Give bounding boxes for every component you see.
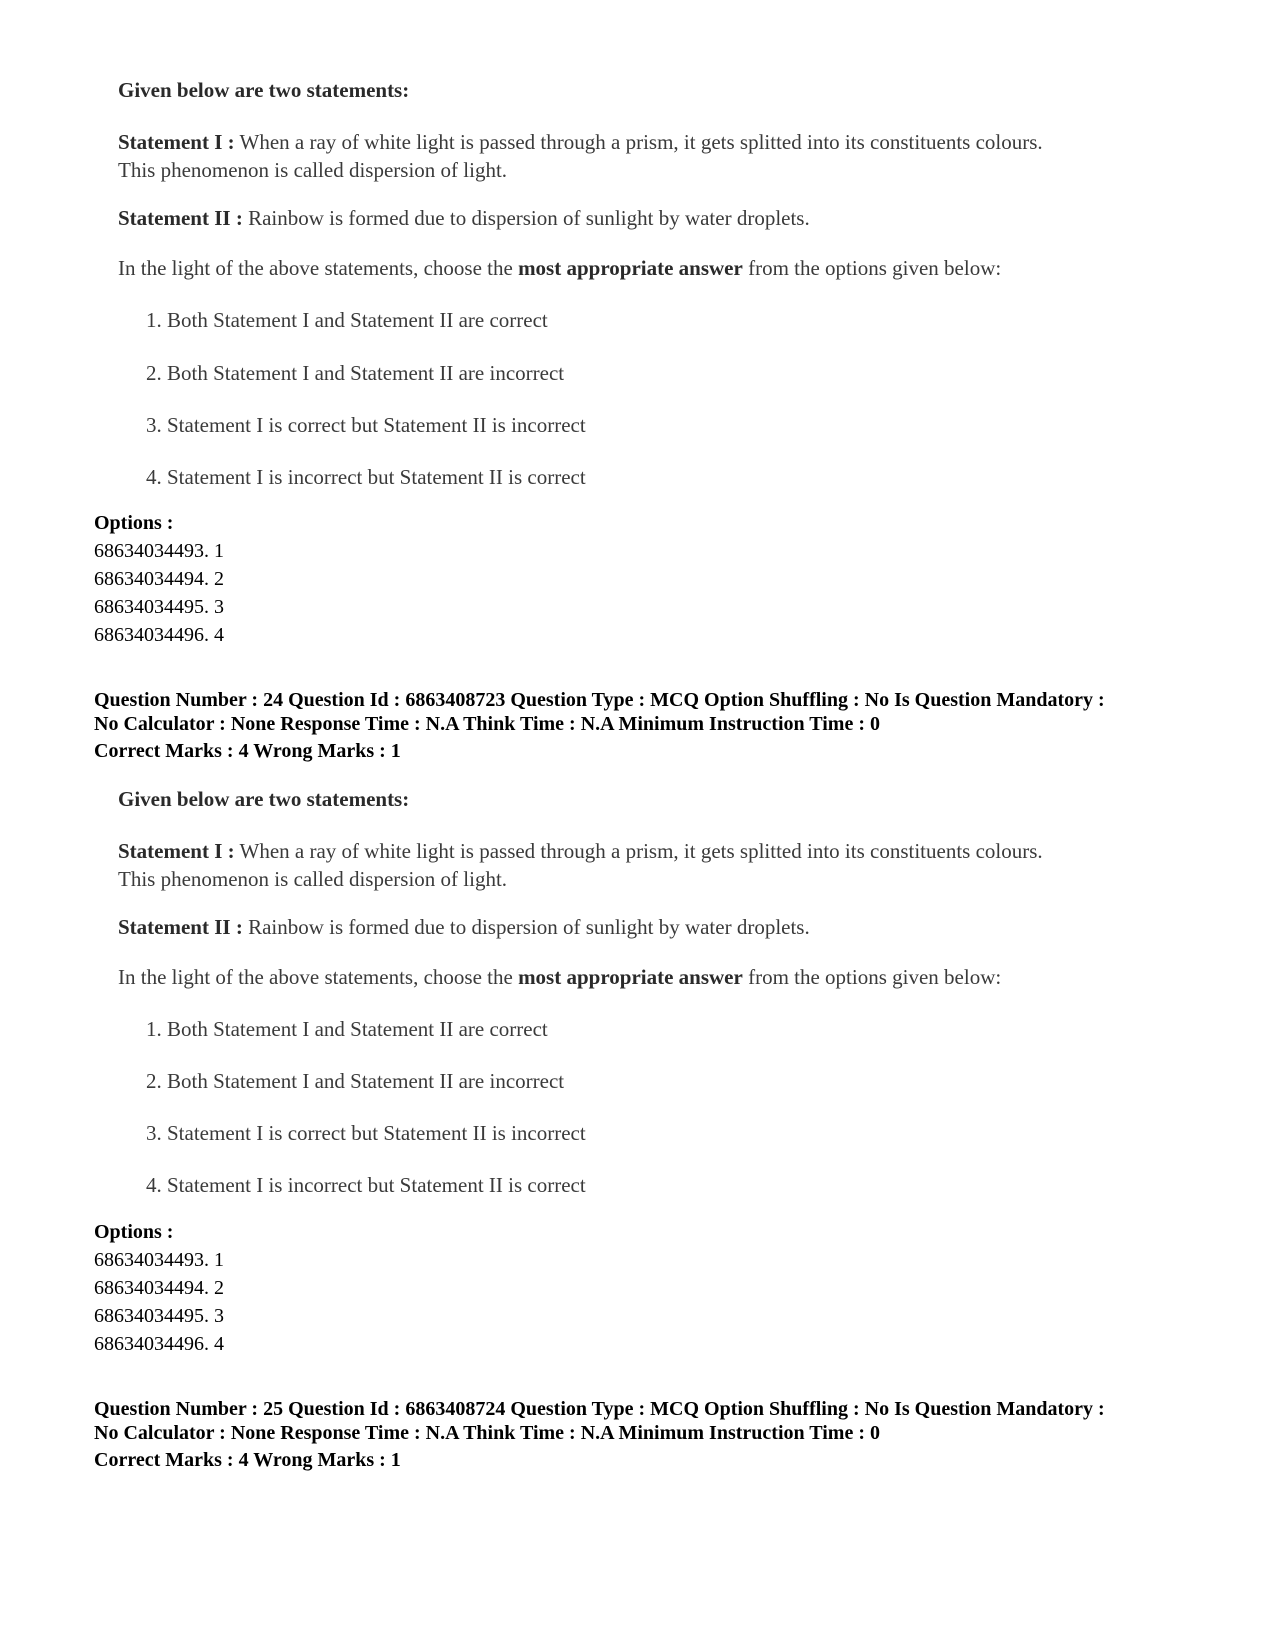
statement-one-label: Statement I :	[118, 130, 235, 154]
option-line: 68634034495. 3	[94, 596, 224, 618]
question-intro: Given below are two statements:	[118, 787, 410, 811]
choice-item: 1. Both Statement I and Statement II are correct	[146, 308, 548, 332]
question-meta	[94, 688, 1214, 736]
statement-one-text-b: This phenomenon is called dispersion of light.	[118, 867, 508, 891]
choice-item: 3. Statement I is correct but Statement II is incorrect	[146, 413, 586, 437]
statement-two	[118, 204, 810, 232]
prompt-start: In the light of the above statements, choose the	[118, 965, 513, 989]
options-label: Options :	[94, 512, 174, 534]
meta-line: No Calculator : None Response Time : N.A Think Time : N.A Minimum Instruction Time : 0	[94, 1422, 880, 1444]
statement-two-text: Rainbow is formed due to dispersion of sunlight by water droplets.	[248, 206, 810, 230]
statement-one	[118, 837, 1198, 893]
option-line: 68634034494. 2	[94, 1277, 224, 1299]
statement-one-text-b: This phenomenon is called dispersion of light.	[118, 158, 508, 182]
meta-line: Question Number : 25 Question Id : 6863408724 Question Type : MCQ Option Shuffling : No Is Question Mandatory :	[94, 1398, 1105, 1420]
statement-one-label: Statement I :	[118, 839, 235, 863]
option-line: 68634034493. 1	[94, 1249, 224, 1271]
prompt-start: In the light of the above statements, choose the	[118, 256, 513, 280]
choice-item: 4. Statement I is incorrect but Statement II is correct	[146, 465, 586, 489]
choice-item: 3. Statement I is correct but Statement II is incorrect	[146, 1121, 586, 1145]
statement-two-text: Rainbow is formed due to dispersion of sunlight by water droplets.	[248, 915, 810, 939]
option-line: 68634034494. 2	[94, 568, 224, 590]
prompt-end: from the options given below:	[748, 965, 1002, 989]
meta-line: Question Number : 24 Question Id : 6863408723 Question Type : MCQ Option Shuffling : No Is Question Mandatory :	[94, 689, 1105, 711]
question-intro: Given below are two statements:	[118, 78, 410, 102]
options-label: Options :	[94, 1221, 174, 1243]
question-meta	[94, 1397, 1214, 1445]
prompt-emphasis: most appropriate answer	[518, 965, 743, 989]
prompt-emphasis: most appropriate answer	[518, 256, 743, 280]
prompt-end: from the options given below:	[748, 256, 1002, 280]
question-prompt	[118, 254, 1001, 282]
statement-two-label: Statement II :	[118, 206, 243, 230]
marks-line: Correct Marks : 4 Wrong Marks : 1	[94, 740, 401, 762]
choice-item: 1. Both Statement I and Statement II are correct	[146, 1017, 548, 1041]
option-line: 68634034495. 3	[94, 1305, 224, 1327]
statement-one-text-a: When a ray of white light is passed through a prism, it gets splitted into its constituents colours.	[239, 839, 1043, 863]
statement-two-label: Statement II :	[118, 915, 243, 939]
choice-item: 4. Statement I is incorrect but Statement II is correct	[146, 1173, 586, 1197]
marks-line: Correct Marks : 4 Wrong Marks : 1	[94, 1449, 401, 1471]
statement-one	[118, 128, 1198, 184]
choice-item: 2. Both Statement I and Statement II are incorrect	[146, 1069, 565, 1093]
option-line: 68634034493. 1	[94, 540, 224, 562]
statement-two	[118, 913, 810, 941]
meta-line: No Calculator : None Response Time : N.A Think Time : N.A Minimum Instruction Time : 0	[94, 713, 880, 735]
option-line: 68634034496. 4	[94, 624, 224, 646]
option-line: 68634034496. 4	[94, 1333, 224, 1355]
question-prompt	[118, 963, 1001, 991]
statement-one-text-a: When a ray of white light is passed through a prism, it gets splitted into its constituents colours.	[239, 130, 1043, 154]
choice-item: 2. Both Statement I and Statement II are incorrect	[146, 361, 565, 385]
